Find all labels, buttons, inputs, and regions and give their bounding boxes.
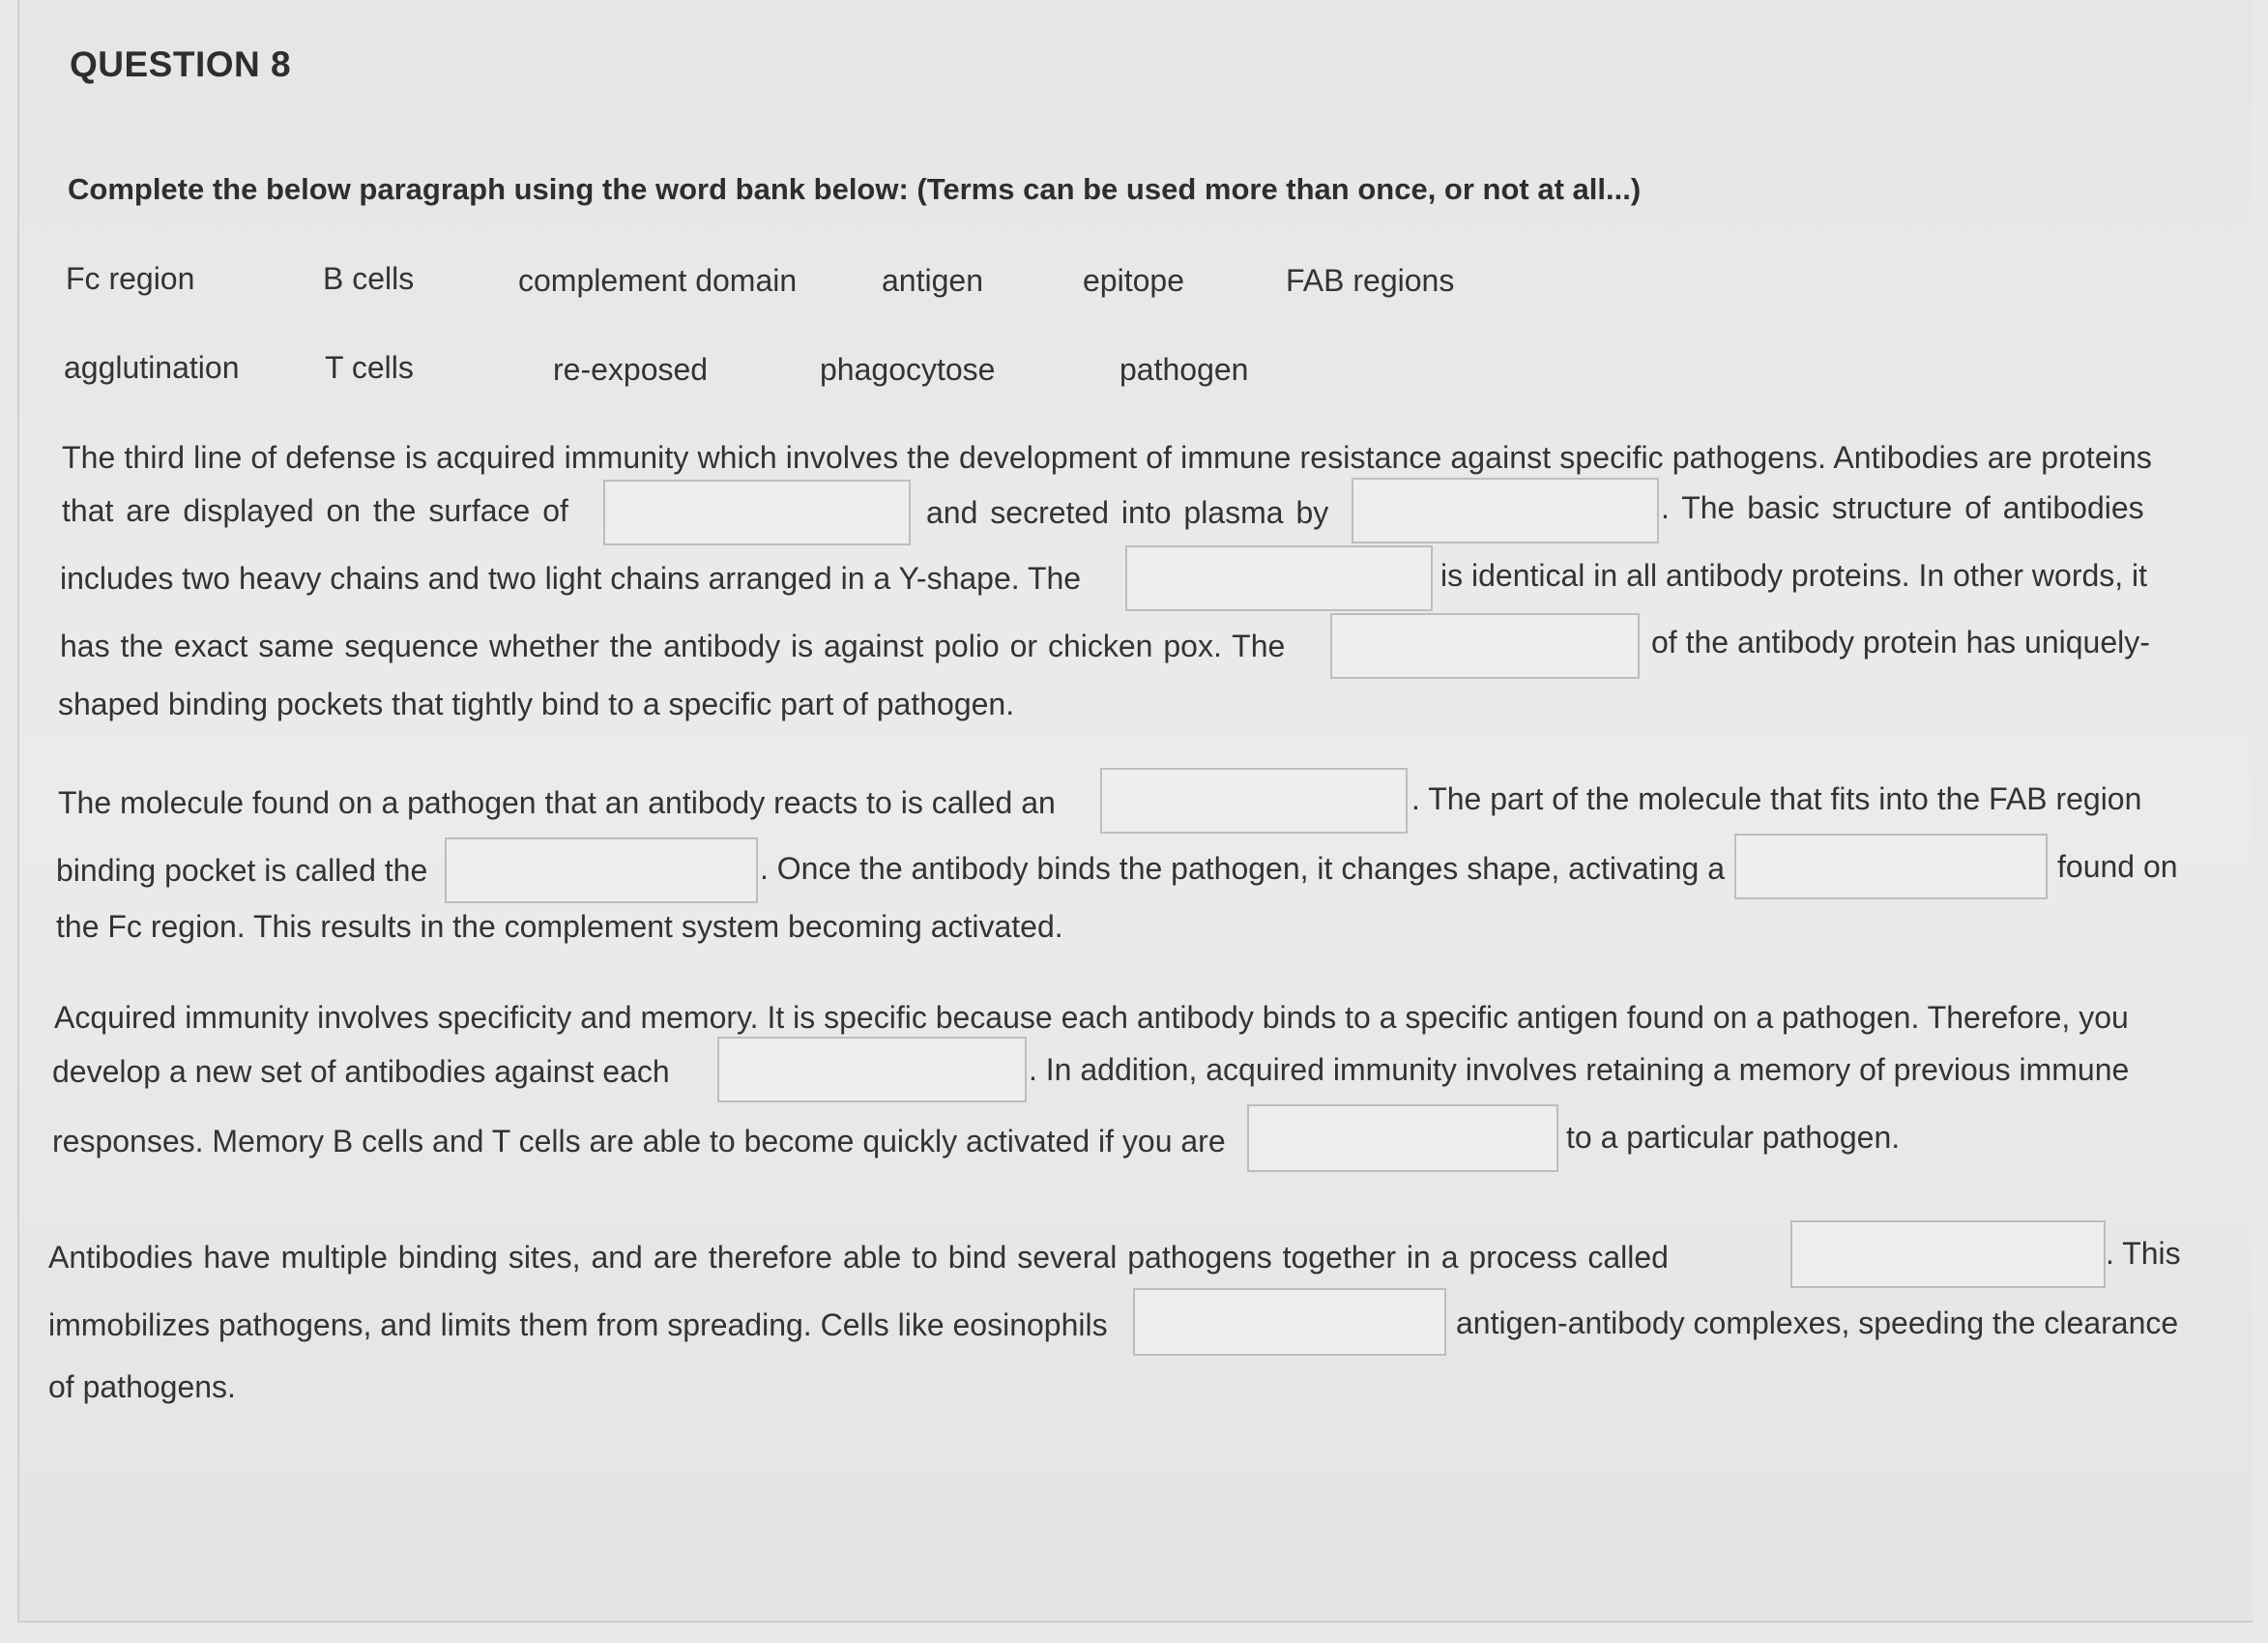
paragraph4-line2a: immobilizes pathogens, and limits them from spreading. Cells like eosinophils — [48, 1307, 1108, 1342]
paragraph2-line3: the Fc region. This results in the complement system becoming activated. — [56, 909, 1063, 944]
blank-3[interactable] — [1125, 545, 1433, 611]
paragraph2-line1a: The molecule found on a pathogen that an antibody reacts to is called an — [58, 785, 1056, 820]
paragraph1-line3a: includes two heavy chains and two light chains arranged in a Y-shape. The — [60, 561, 1082, 596]
paragraph3-line3b: to a particular pathogen. — [1566, 1120, 1901, 1155]
blank-9[interactable] — [1247, 1104, 1558, 1172]
word-bank-item: agglutination — [64, 350, 240, 385]
paragraph2-line2c: found on — [2057, 849, 2178, 884]
paragraph3-line2a: develop a new set of antibodies against each — [52, 1054, 670, 1089]
blank-5[interactable] — [1100, 768, 1408, 834]
word-bank-item: T cells — [325, 350, 414, 385]
paragraph1-line2a: that are displayed on the surface of — [62, 493, 568, 528]
blank-6[interactable] — [445, 837, 758, 903]
word-bank-item: Fc region — [66, 261, 195, 296]
blank-2[interactable] — [1352, 478, 1659, 543]
word-bank-item: antigen — [882, 263, 983, 298]
word-bank-item: complement domain — [518, 263, 798, 298]
word-bank-item: epitope — [1083, 263, 1184, 298]
word-bank-item: FAB regions — [1286, 263, 1455, 298]
paragraph1-line5: shaped binding pockets that tightly bind to a specific part of pathogen. — [58, 687, 1015, 721]
blank-7[interactable] — [1734, 834, 2048, 899]
paragraph4-line1b: . This — [2106, 1236, 2181, 1271]
paragraph1-line1: The third line of defense is acquired immunity which involves the development of immune resistance against specific pathogens. Antibodies are proteins — [62, 440, 2152, 475]
paragraph1-line3b: is identical in all antibody proteins. In other words, it — [1440, 558, 2148, 593]
paragraph4-line1a: Antibodies have multiple binding sites, and are therefore able to bind several pathogens together in a process called — [48, 1240, 1669, 1275]
word-bank-item: phagocytose — [820, 352, 996, 387]
blank-4[interactable] — [1330, 613, 1640, 679]
instructions: Complete the below paragraph using the word bank below: (Terms can be used more than once, or not at all...) — [68, 172, 1642, 206]
paragraph1-line2c: . The basic structure of antibodies — [1661, 490, 2144, 525]
paragraph3-line2b: . In addition, acquired immunity involves retaining a memory of previous immune — [1029, 1052, 2130, 1087]
paragraph3-line1: Acquired immunity involves specificity and memory. It is specific because each antibody binds to a specific antigen found on a pathogen. Therefore, you — [54, 1000, 2129, 1035]
word-bank-item: re-exposed — [553, 352, 709, 387]
paragraph4-line3: of pathogens. — [48, 1369, 236, 1404]
paragraph2-line2a: binding pocket is called the — [56, 853, 428, 888]
paragraph1-line2b: and secreted into plasma by — [926, 495, 1329, 530]
paragraph2-line2b: . Once the antibody binds the pathogen, it changes shape, activating a — [760, 851, 1726, 886]
blank-11[interactable] — [1133, 1288, 1446, 1356]
blank-1[interactable] — [603, 480, 911, 545]
paragraph1-line4b: of the antibody protein has uniquely- — [1651, 625, 2150, 660]
blank-10[interactable] — [1790, 1220, 2106, 1288]
paragraph2-line1b: . The part of the molecule that fits into the FAB region — [1411, 781, 2142, 816]
blank-8[interactable] — [717, 1037, 1027, 1102]
paragraph3-line3a: responses. Memory B cells and T cells are able to become quickly activated if you are — [52, 1124, 1226, 1159]
word-bank-item: B cells — [323, 261, 415, 296]
paragraph4-line2b: antigen-antibody complexes, speeding the clearance — [1456, 1306, 2179, 1340]
question-title: QUESTION 8 — [70, 44, 292, 84]
word-bank-item: pathogen — [1119, 352, 1249, 387]
paragraph1-line4a: has the exact same sequence whether the antibody is against polio or chicken pox. The — [60, 629, 1286, 663]
